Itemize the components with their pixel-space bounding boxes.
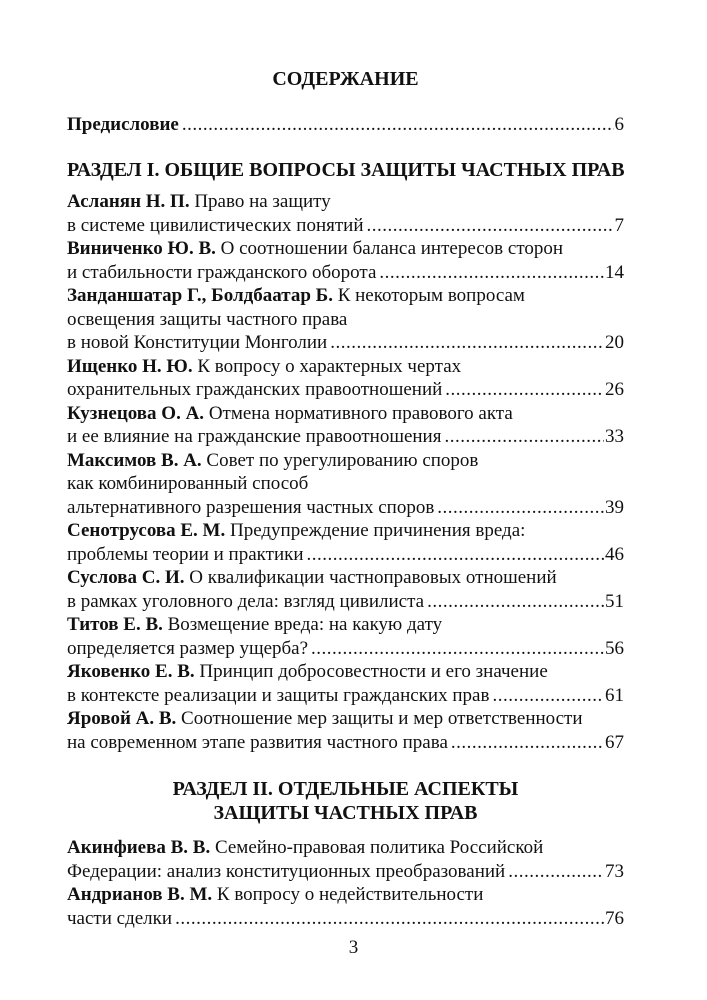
entry-title-line: К вопросу о недействительности bbox=[216, 884, 484, 905]
entry-line bbox=[67, 707, 624, 731]
page-ref: 46 bbox=[605, 543, 624, 565]
entry-line bbox=[67, 378, 624, 402]
entry-line bbox=[67, 836, 624, 860]
toc-entry-preface[interactable] bbox=[67, 113, 624, 137]
entry-list bbox=[67, 836, 624, 930]
entry-text bbox=[67, 261, 376, 285]
entry-author: Виниченко Ю. В. bbox=[67, 238, 216, 259]
entry-text bbox=[67, 191, 331, 212]
dot-leader bbox=[367, 214, 614, 238]
entry-title-line: в рамках уголовного дела: взгляд цивилиста bbox=[67, 590, 425, 612]
toc-entry[interactable] bbox=[67, 566, 624, 613]
entry-title-line: О квалификации частноправовых отношений bbox=[189, 567, 557, 588]
page-ref: 39 bbox=[605, 496, 624, 518]
entry-title-line: и ее влияние на гражданские правоотношения bbox=[67, 426, 442, 447]
page-title: СОДЕРЖАНИЕ bbox=[272, 68, 419, 90]
entry-line bbox=[67, 883, 624, 907]
dot-leader bbox=[508, 860, 604, 884]
entry-text bbox=[67, 450, 478, 471]
entry-author: Титов Е. В. bbox=[67, 614, 163, 635]
page-ref: 6 bbox=[614, 114, 624, 135]
entry-title-line: Предупреждение причинения вреда: bbox=[229, 520, 526, 541]
entry-line bbox=[67, 237, 624, 261]
entry-line bbox=[67, 214, 624, 238]
entry-line bbox=[67, 684, 624, 708]
entry-author: Кузнецова О. А. bbox=[67, 402, 205, 424]
entry-text bbox=[67, 425, 441, 449]
entry-author: Ищенко Н. Ю. bbox=[67, 355, 193, 377]
entry-text bbox=[67, 661, 548, 682]
dot-leader bbox=[492, 684, 604, 708]
entry-line bbox=[67, 355, 624, 379]
entry-line bbox=[67, 496, 624, 520]
entry-line bbox=[67, 472, 624, 496]
toc-entry[interactable] bbox=[67, 402, 624, 449]
entry-author: Яровой А. В. bbox=[67, 708, 177, 729]
toc-entry[interactable] bbox=[67, 284, 624, 355]
entry-line bbox=[67, 425, 624, 449]
toc-entry[interactable] bbox=[67, 613, 624, 660]
entry-title-line: Соотношение мер защиты и мер ответственности bbox=[181, 708, 583, 729]
toc-entry[interactable] bbox=[67, 355, 624, 402]
table-of-contents bbox=[67, 0, 624, 1000]
entry-text bbox=[67, 567, 557, 588]
entry-line bbox=[67, 402, 624, 426]
section-1 bbox=[67, 158, 624, 754]
entry-text bbox=[67, 309, 347, 330]
entry-text bbox=[67, 614, 442, 635]
entry-line bbox=[67, 519, 624, 543]
dot-leader bbox=[175, 907, 604, 931]
entry-text bbox=[67, 907, 172, 931]
entry-title-line: Право на защиту bbox=[194, 191, 331, 212]
toc-entry[interactable] bbox=[67, 707, 624, 754]
page-ref: 67 bbox=[605, 731, 624, 753]
page-ref: 76 bbox=[605, 907, 624, 929]
toc-entry[interactable] bbox=[67, 836, 624, 883]
entry-text bbox=[67, 473, 308, 494]
page-number: 3 bbox=[348, 937, 359, 958]
dot-leader bbox=[437, 496, 604, 520]
entry-title-line: К некоторым вопросам bbox=[337, 285, 525, 306]
entry-text bbox=[67, 543, 304, 567]
dot-leader bbox=[182, 113, 614, 137]
entry-line bbox=[67, 860, 624, 884]
entry-line bbox=[67, 543, 624, 567]
dot-leader bbox=[444, 425, 604, 449]
dot-leader bbox=[445, 378, 604, 402]
entry-title-line: определяется размер ущерба? bbox=[67, 637, 309, 659]
entry-author: Занданшатар Г., Болдбаатар Б. bbox=[67, 285, 333, 306]
entry-title-line: и стабильности гражданского оборота bbox=[67, 261, 377, 283]
entry-line bbox=[67, 660, 624, 684]
entry-text bbox=[67, 331, 327, 355]
entry-author: Суслова С. И. bbox=[67, 567, 185, 588]
entry-author: Яковенко Е. В. bbox=[67, 661, 195, 682]
entry-line bbox=[67, 308, 624, 332]
entry-title-line: на современном этапе развития частного права bbox=[67, 731, 448, 753]
entry-line bbox=[67, 731, 624, 755]
dot-leader bbox=[311, 637, 604, 661]
entry-list bbox=[67, 190, 624, 754]
page-ref: 26 bbox=[605, 379, 624, 400]
entry-title-line: Семейно-правовая политика Российской bbox=[214, 837, 544, 858]
entry-text bbox=[67, 496, 434, 520]
entry-text bbox=[67, 403, 513, 424]
entry-title-line: О соотношении баланса интересов сторон bbox=[220, 238, 564, 259]
dot-leader bbox=[330, 331, 604, 355]
page-ref: 33 bbox=[605, 426, 624, 447]
entry-text bbox=[67, 285, 525, 306]
page-ref: 14 bbox=[605, 261, 624, 283]
entry-text bbox=[67, 378, 442, 402]
entry-author: Акинфиева В. В. bbox=[67, 837, 211, 858]
entry-title-line: проблемы теории и практики bbox=[67, 543, 304, 565]
page-ref: 56 bbox=[605, 637, 624, 659]
entry-line bbox=[67, 590, 624, 614]
entry-title-line: Совет по урегулированию споров bbox=[206, 449, 479, 471]
entry-title-line: Принцип добросовестности и его значение bbox=[199, 661, 548, 682]
entry-title-line: охранительных гражданских правоотношений bbox=[67, 379, 443, 400]
toc-entry[interactable] bbox=[67, 883, 624, 930]
toc-entry[interactable] bbox=[67, 519, 624, 566]
entry-title-line: альтернативного разрешения частных споров bbox=[67, 496, 435, 518]
section-title: ЗАЩИТЫ ЧАСТНЫХ ПРАВ bbox=[213, 802, 478, 824]
entry-title-line: как комбинированный способ bbox=[67, 473, 309, 494]
dot-leader bbox=[451, 731, 604, 755]
entry-text bbox=[67, 731, 448, 755]
entry-title-line: в новой Конституции Монголии bbox=[67, 332, 328, 353]
entry-line bbox=[67, 284, 624, 308]
entry-line bbox=[67, 190, 624, 214]
section-title: РАЗДЕЛ II. ОТДЕЛЬНЫЕ АСПЕКТЫ bbox=[172, 778, 519, 800]
entry-text bbox=[67, 520, 525, 541]
entry-line bbox=[67, 331, 624, 355]
entry-author: Андрианов В. М. bbox=[67, 884, 213, 905]
entry-line bbox=[67, 566, 624, 590]
toc-entry[interactable] bbox=[67, 237, 624, 284]
section-title: РАЗДЕЛ I. ОБЩИЕ ВОПРОСЫ ЗАЩИТЫ ЧАСТНЫХ ПРАВ bbox=[67, 159, 625, 181]
entry-text bbox=[67, 590, 424, 614]
entry-title-line: Федерации: анализ конституционных преобразований bbox=[67, 860, 506, 882]
toc-entry[interactable] bbox=[67, 449, 624, 520]
entry-title-line: освещения защиты частного права bbox=[67, 308, 348, 330]
entry-author: Максимов В. А. bbox=[67, 449, 202, 471]
entry-line bbox=[67, 261, 624, 285]
entry-line bbox=[67, 907, 624, 931]
dot-leader bbox=[379, 261, 604, 285]
entry-text bbox=[67, 837, 543, 858]
entry-text bbox=[67, 356, 461, 377]
toc-entry[interactable] bbox=[67, 660, 624, 707]
page-ref: 7 bbox=[614, 214, 624, 236]
entry-title-line: Возмещение вреда: на какую дату bbox=[167, 614, 443, 635]
section-2 bbox=[67, 777, 624, 930]
entry-line bbox=[67, 449, 624, 473]
entry-text bbox=[67, 884, 483, 905]
entry-author: Асланян Н. П. bbox=[67, 191, 190, 212]
dot-leader bbox=[307, 543, 604, 567]
preface-label: Предисловие bbox=[67, 114, 179, 135]
entry-line bbox=[67, 637, 624, 661]
entry-title-line: Отмена нормативного правового акта bbox=[208, 402, 513, 424]
entry-text bbox=[67, 214, 364, 238]
entry-author: Сенотрусова Е. М. bbox=[67, 520, 226, 541]
entry-text bbox=[67, 860, 505, 884]
entry-text bbox=[67, 684, 489, 708]
entry-text bbox=[67, 708, 583, 729]
page-ref: 61 bbox=[605, 684, 624, 706]
entry-text bbox=[67, 238, 563, 259]
page-ref: 20 bbox=[605, 332, 624, 353]
page-ref: 51 bbox=[605, 590, 624, 612]
entry-title-line: К вопросу о характерных чертах bbox=[197, 355, 462, 377]
entry-text bbox=[67, 637, 308, 661]
entry-line bbox=[67, 613, 624, 637]
entry-title-line: части сделки bbox=[67, 907, 173, 929]
page-ref: 73 bbox=[605, 860, 624, 882]
entry-title-line: в контексте реализации и защиты гражданских прав bbox=[67, 684, 490, 706]
entry-title-line: в системе цивилистических понятий bbox=[67, 214, 364, 236]
dot-leader bbox=[427, 590, 604, 614]
toc-entry[interactable] bbox=[67, 190, 624, 237]
